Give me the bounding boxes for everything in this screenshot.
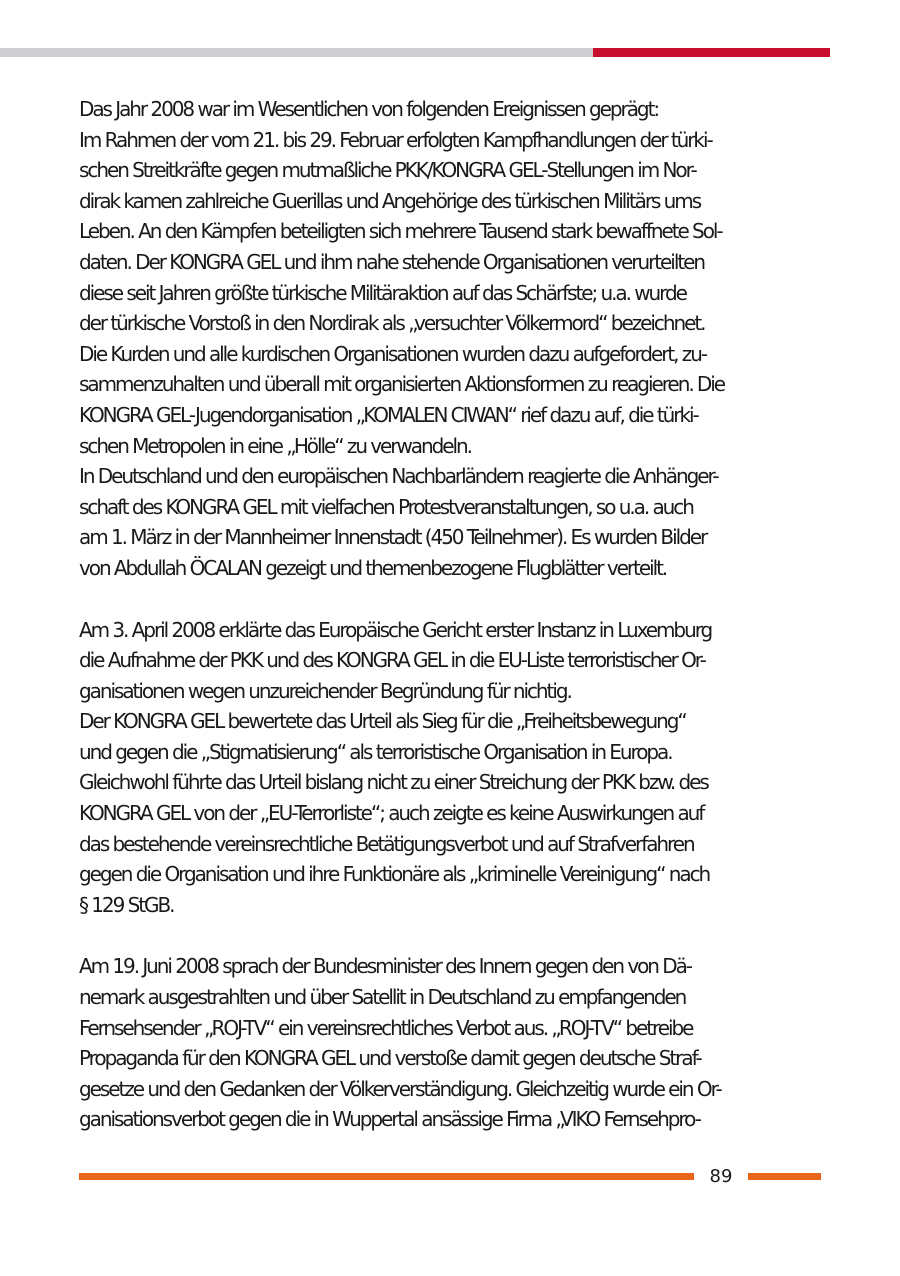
text-line: dirak kamen zahlreiche Guerillas und Angehörige des türkischen Militärs ums	[79, 188, 701, 213]
text-line: KONGRA GEL-Jugendorganisation „KOMALEN CIWAN“ rief dazu auf, die türki-	[79, 402, 698, 427]
footer-rule-right	[748, 1173, 821, 1180]
text-line: Am 19. Juni 2008 sprach der Bundesminister des Innern gegen den von Dä-	[79, 954, 691, 979]
header-rule-accent	[593, 48, 830, 57]
text-line: ganisationsverbot gegen die in Wuppertal ansässige Firma „VIKO Fernsehpro-	[79, 1107, 700, 1132]
text-line: diese seit Jahren größte türkische Militäraktion auf das Schärfste; u.a. wurde	[79, 280, 686, 305]
text-line: und gegen die „Stigmatisierung“ als terroristische Organisation in Europa.	[79, 739, 672, 764]
text-line: Der KONGRA GEL bewertete das Urteil als Sieg für die „Freiheitsbewegung“	[79, 709, 686, 734]
text-line: daten. Der KONGRA GEL und ihm nahe stehende Organisationen verurteilten	[79, 249, 704, 274]
text-line: von Abdullah ÖCALAN gezeigt und themenbezogene Flugblätter verteilt.	[79, 555, 667, 580]
text-line: Propaganda für den KONGRA GEL und verstoße damit gegen deutsche Straf-	[79, 1046, 701, 1071]
paragraph	[79, 94, 839, 584]
text-line: § 129 StGB.	[79, 892, 174, 917]
text-line: sammenzuhalten und überall mit organisierten Aktionsformen zu reagieren. Die	[79, 372, 725, 397]
text-line: nemark ausgestrahlten und über Satellit in Deutschland zu empfangenden	[79, 985, 686, 1010]
text-line: schen Metropolen in eine „Hölle“ zu verwandeln.	[79, 433, 471, 458]
text-line: die Aufnahme der PKK und des KONGRA GEL in die EU-Liste terroristischer Or-	[79, 648, 705, 673]
text-line: KONGRA GEL von der „EU-Terrorliste“; auch zeigte es keine Auswirkungen auf	[79, 801, 704, 826]
text-line: am 1. März in der Mannheimer Innenstadt (450 Teilnehmer). Es wurden Bilder	[79, 525, 707, 550]
text-line: Leben. An den Kämpfen beteiligten sich mehrere Tausend stark bewaffnete Sol-	[79, 219, 722, 244]
paragraph	[79, 615, 839, 921]
text-line: Die Kurden und alle kurdischen Organisationen wurden dazu aufgefordert, zu-	[79, 341, 707, 366]
paragraph	[79, 951, 839, 1135]
text-line: das bestehende vereinsrechtliche Betätigungsverbot und auf Strafverfahren	[79, 831, 694, 856]
body-text	[79, 94, 839, 1135]
text-line: Am 3. April 2008 erklärte das Europäische Gericht erster Instanz in Luxemburg	[79, 617, 712, 642]
text-line: Gleichwohl führte das Urteil bislang nicht zu einer Streichung der PKK bzw. des	[79, 770, 708, 795]
page-number: 89	[709, 1166, 733, 1187]
text-line: ganisationen wegen unzureichender Begründung für nichtig.	[79, 678, 571, 703]
text-line: der türkische Vorstoß in den Nordirak als „versuchter Völkermord“ bezeichnet.	[79, 311, 705, 336]
text-line: schen Streitkräfte gegen mutmaßliche PKK/KONGRA GEL-Stellungen im Nor-	[79, 158, 696, 183]
text-line: gesetze und den Gedanken der Völkerverständigung. Gleichzeitig wurde ein Or-	[79, 1076, 721, 1101]
text-line: Fernsehsender „ROJ-TV“ ein vereinsrechtliches Verbot aus. „ROJ-TV“ betreibe	[79, 1015, 693, 1040]
text-line: Im Rahmen der vom 21. bis 29. Februar erfolgten Kampfhandlungen der türki-	[79, 127, 712, 152]
text-line: Das Jahr 2008 war im Wesentlichen von folgenden Ereignissen geprägt:	[79, 97, 659, 121]
header-rule-gray	[0, 48, 593, 57]
text-line: schaft des KONGRA GEL mit vielfachen Protestveranstaltungen, so u.a. auch	[79, 494, 693, 519]
text-line: In Deutschland und den europäischen Nachbarländern reagierte die Anhänger-	[79, 464, 718, 489]
footer-rule-left	[79, 1173, 694, 1180]
text-line: gegen die Organisation und ihre Funktionäre als „kriminelle Vereinigung“ nach	[79, 862, 710, 887]
